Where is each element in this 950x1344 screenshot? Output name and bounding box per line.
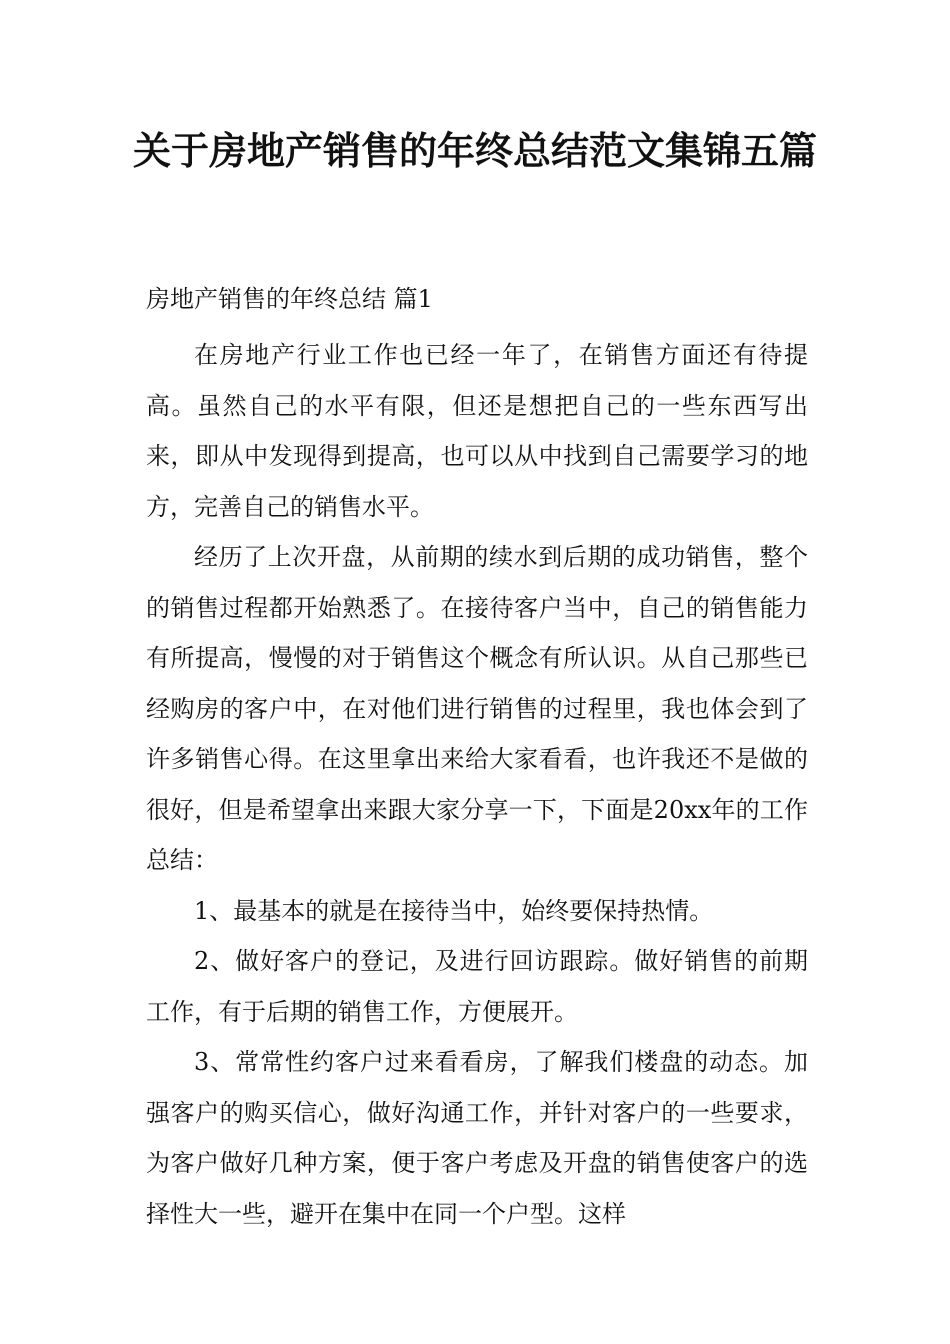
document-body bbox=[146, 330, 808, 1239]
paragraph-experience: 经历了上次开盘，从前期的续水到后期的成功销售，整个的销售过程都开始熟悉了。在接待客户当中，自己的销售能力有所提高，慢慢的对于销售这个概念有所认识。从自己那些已经购房的客户中，在对他们进行销售的过程里，我也体会到了许多销售心得。在这里拿出来给大家看看，也许我还不是做的很好，但是希望拿出来跟大家分享一下，下面是20xx年的工作总结： bbox=[146, 543, 808, 874]
list-item-1: 1、最基本的就是在接待当中，始终要保持热情。 bbox=[194, 896, 714, 925]
list-item-2: 2、做好客户的登记，及进行回访跟踪。做好销售的前期工作，有于后期的销售工作，方便展开。 bbox=[146, 947, 808, 1026]
section-heading: 房地产销售的年终总结 篇1 bbox=[146, 285, 433, 313]
list-item-3: 3、常常性约客户过来看看房，了解我们楼盘的动态。加强客户的购买信心，做好沟通工作，并针对客户的一些要求，为客户做好几种方案，便于客户考虑及开盘的销售使客户的选择性大一些，避开在集中在同一个户型。这样 bbox=[146, 1048, 808, 1228]
paragraph-intro: 在房地产行业工作也已经一年了，在销售方面还有待提高。虽然自己的水平有限，但还是想把自己的一些东西写出来，即从中发现得到提高，也可以从中找到自己需要学习的地方，完善自己的销售水平。 bbox=[146, 341, 808, 521]
document-title: 关于房地产销售的年终总结范文集锦五篇 bbox=[132, 129, 817, 173]
